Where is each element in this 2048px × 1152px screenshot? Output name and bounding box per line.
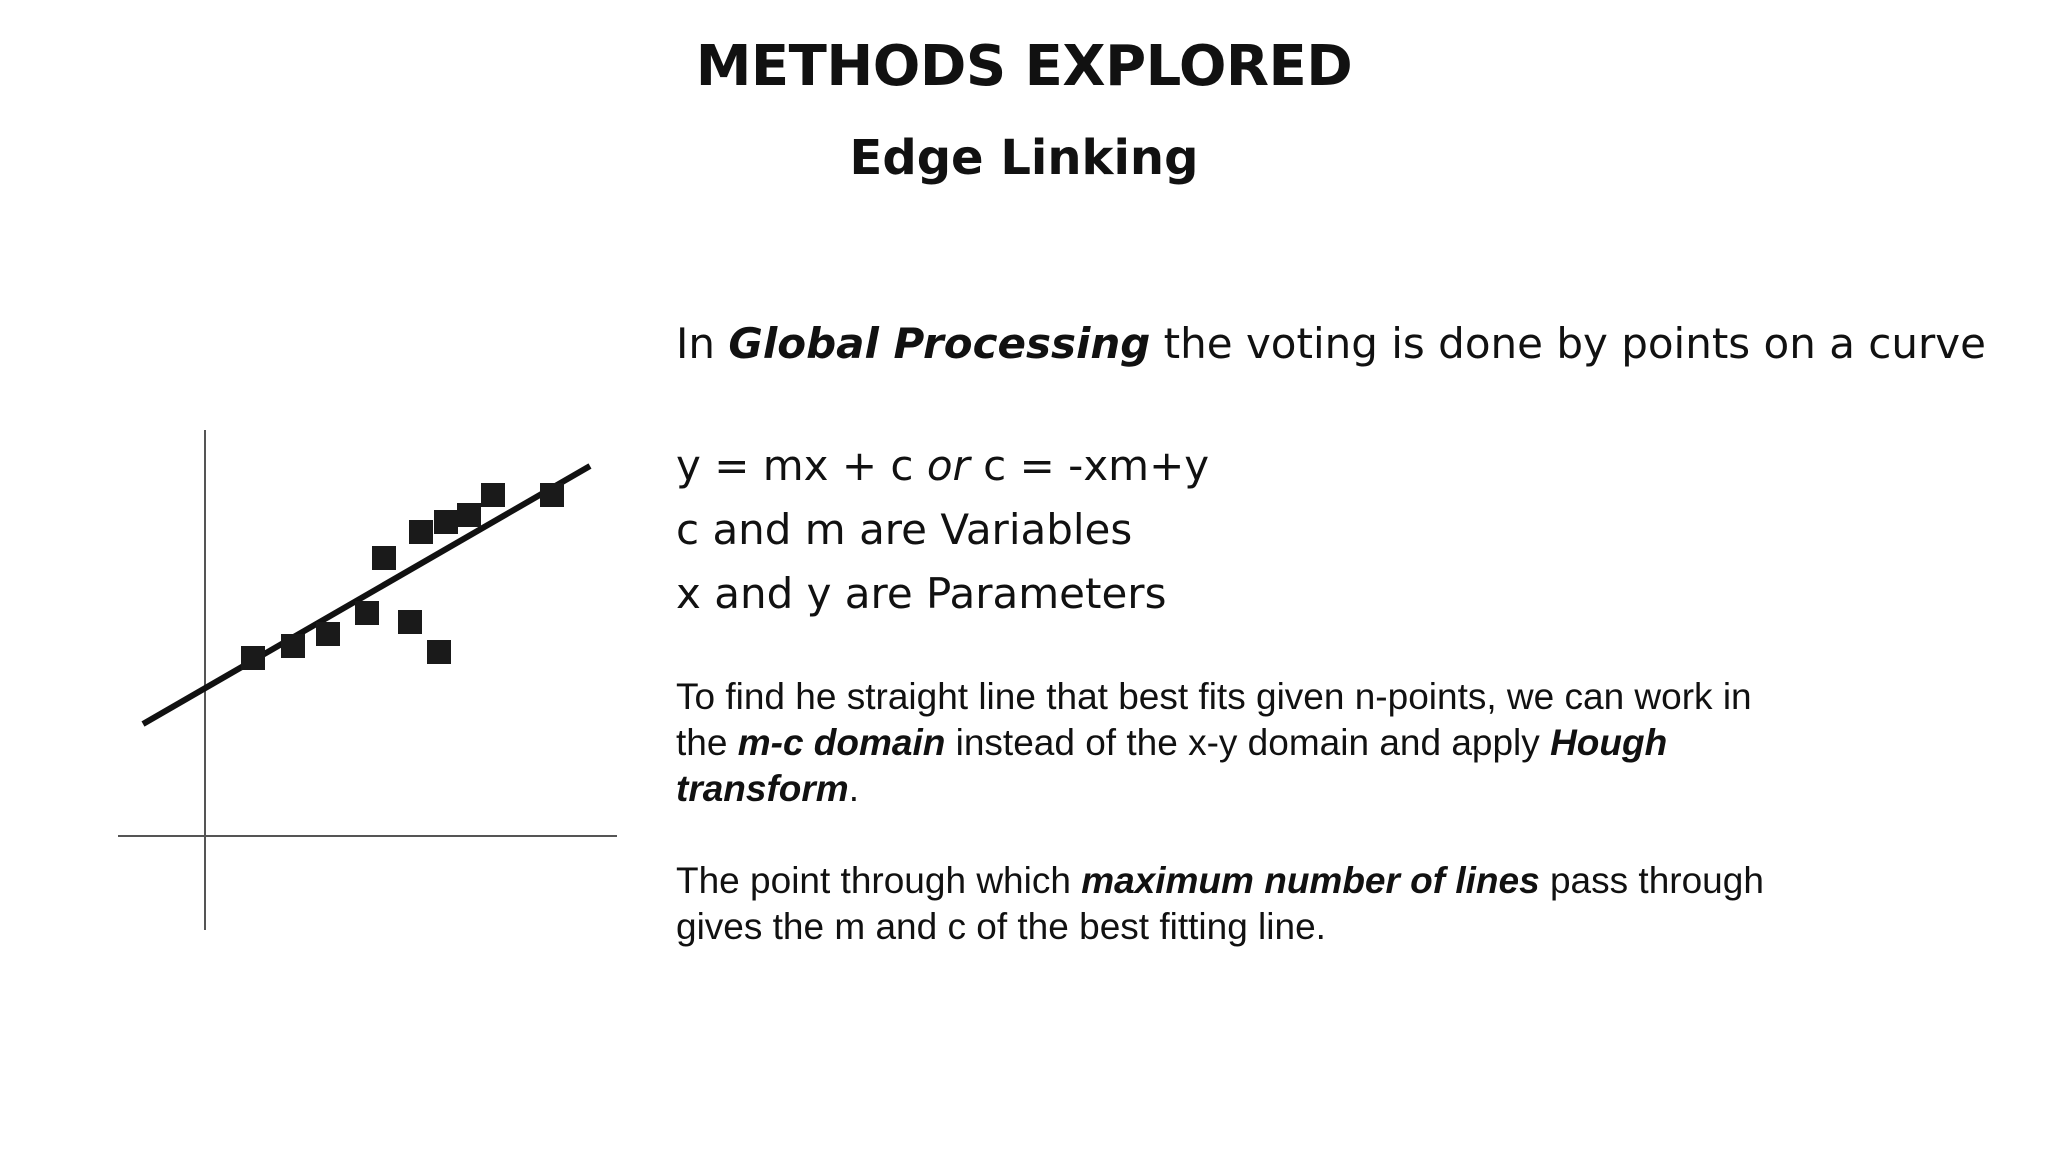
paragraph2-part2: pass through gives the m and c of the best fitting line. [676,860,1764,947]
paragraph1-part2: instead of the x-y domain and apply [945,722,1551,763]
slide-subtitle: Edge Linking [849,130,1199,186]
paragraph-max-lines [676,858,1776,950]
equation-line [676,434,1209,498]
data-point [434,510,458,534]
intro-emphasis: Global Processing [728,319,1151,368]
data-point [457,503,481,527]
equation-right: c = -xm+y [969,441,1210,490]
fitted-line [143,466,590,724]
data-point [481,483,505,507]
paragraph1-emphasis1: m-c domain [737,722,946,763]
data-point [427,640,451,664]
data-point [316,622,340,646]
data-point [409,520,433,544]
equation-connector: or [926,441,970,490]
intro-post: the voting is done by points on a curve [1150,319,1986,368]
paragraph1-emphasis2: Hough transform [676,722,1668,809]
paragraph2-emphasis: maximum number of lines [1081,860,1540,901]
paragraph1-part1: To find he straight line that best fits given n-points, we can work in the [676,676,1752,763]
intro-pre: In [676,319,729,368]
paragraph2-part1: The point through which [676,860,1082,901]
data-point [398,610,422,634]
equation-block [676,434,1209,626]
paragraph-hough [676,674,1776,812]
slide-title: METHODS EXPLORED [695,34,1353,99]
data-point [372,546,396,570]
parameters-line: x and y are Parameters [676,569,1167,618]
data-point [540,483,564,507]
data-point [355,601,379,625]
intro-line [676,312,1986,376]
equation-left: y = mx + c [676,441,927,490]
data-point [281,634,305,658]
variables-line: c and m are Variables [676,505,1133,554]
paragraph1-part3: . [848,768,859,809]
data-point [241,646,265,670]
